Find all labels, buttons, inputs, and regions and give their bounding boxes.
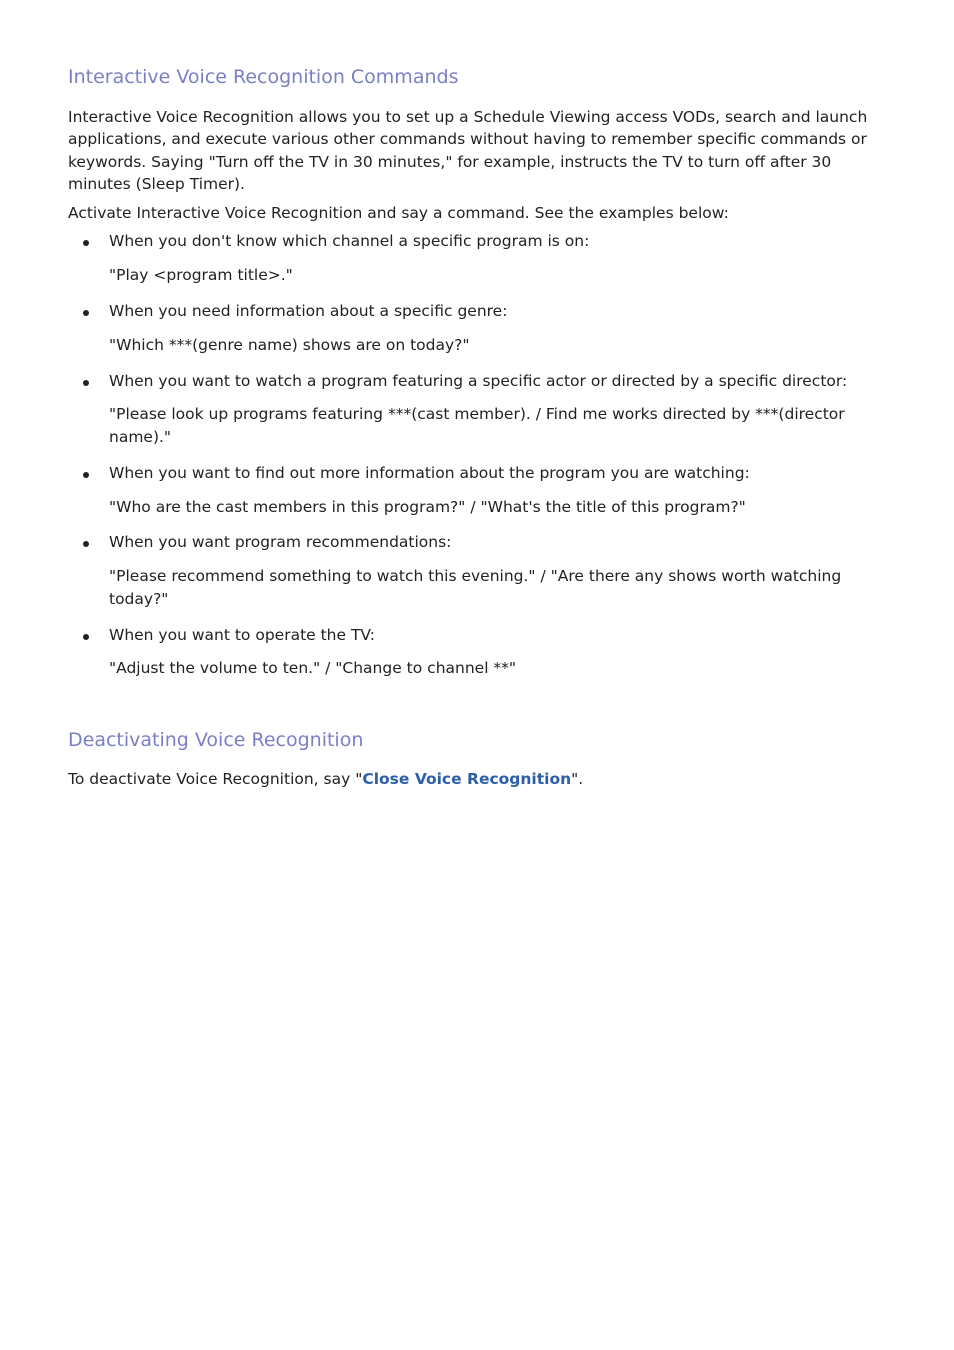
bullet-icon bbox=[83, 240, 89, 246]
bullet-icon bbox=[83, 472, 89, 478]
activate-paragraph: Activate Interactive Voice Recognition and say a command. See the examples below: bbox=[68, 204, 729, 222]
section-heading-commands: Interactive Voice Recognition Commands bbox=[68, 66, 459, 88]
list-item-label: When you want to watch a program featuring a specific actor or directed by a specific director: bbox=[109, 371, 848, 390]
list-item bbox=[68, 462, 880, 518]
list-item-label: When you want program recommendations: bbox=[109, 533, 452, 552]
close-voice-recognition-command: Close Voice Recognition bbox=[362, 770, 572, 788]
list-item bbox=[68, 230, 880, 286]
examples-list bbox=[68, 230, 880, 693]
list-item-label: When you want to operate the TV: bbox=[109, 625, 375, 644]
list-item bbox=[68, 531, 880, 609]
list-item-example: "Adjust the volume to ten." / "Change to channel **" bbox=[109, 659, 517, 678]
list-item-label: When you want to find out more information about the program you are watching: bbox=[109, 463, 750, 482]
intro-paragraph: Interactive Voice Recognition allows you to set up a Schedule Viewing access VODs, search and launch applications, and execute various other commands without having to remember specific commands or keywords. Saying "Turn off the TV in 30 minutes," for example, instructs the TV to turn off after 30 minutes (Sleep Timer). bbox=[68, 108, 868, 193]
deactivate-paragraph bbox=[68, 768, 583, 790]
deactivate-text-before: To deactivate Voice Recognition, say " bbox=[68, 770, 363, 788]
list-item-example: "Please look up programs featuring ***(cast member). / Find me works directed by ***(director name)." bbox=[109, 405, 845, 446]
bullet-icon bbox=[83, 310, 89, 316]
list-item-example: "Which ***(genre name) shows are on today?" bbox=[109, 335, 470, 354]
list-item-example: "Play <program title>." bbox=[109, 265, 293, 284]
bullet-icon bbox=[83, 380, 89, 386]
list-item-example: "Who are the cast members in this program?" / "What's the title of this program?" bbox=[109, 497, 746, 516]
list-item bbox=[68, 300, 880, 356]
section-heading-deactivating: Deactivating Voice Recognition bbox=[68, 729, 364, 751]
list-item bbox=[68, 370, 880, 448]
bullet-icon bbox=[83, 541, 89, 547]
list-item-example: "Please recommend something to watch this evening." / "Are there any shows worth watching today?" bbox=[109, 567, 842, 608]
list-item-label: When you don't know which channel a specific program is on: bbox=[109, 232, 590, 250]
bullet-icon bbox=[83, 634, 89, 640]
list-item-label: When you need information about a specific genre: bbox=[109, 301, 508, 320]
deactivate-text-after: ". bbox=[571, 770, 584, 788]
list-item bbox=[68, 624, 880, 680]
